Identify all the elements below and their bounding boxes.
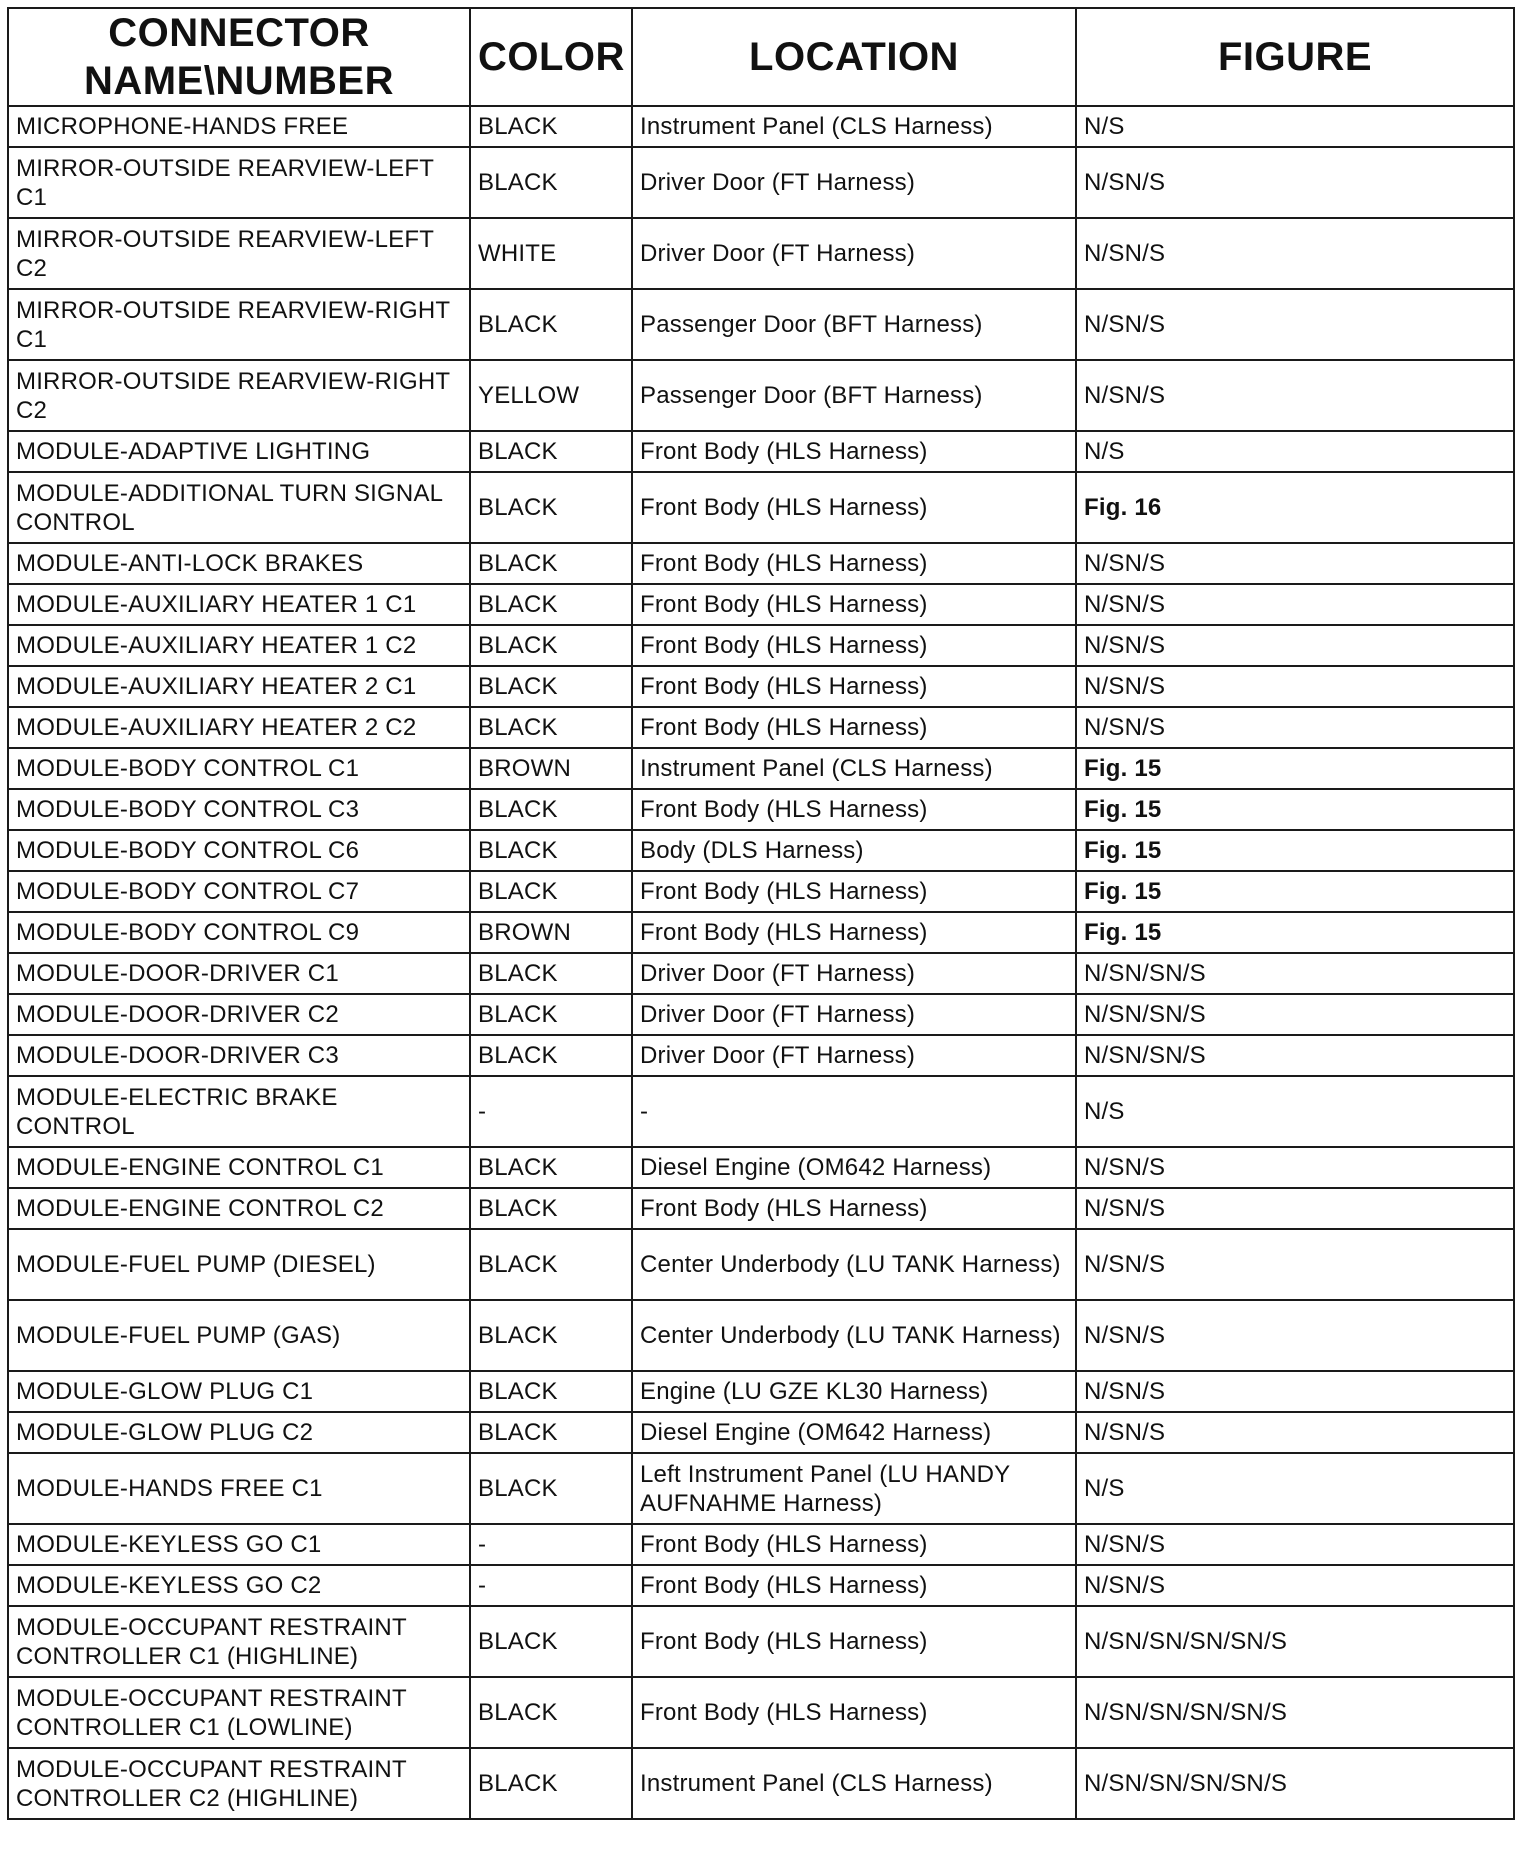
table-row bbox=[8, 1412, 1514, 1453]
table-row bbox=[8, 625, 1514, 666]
connector-name-cell: MODULE-BODY CONTROL C9 bbox=[8, 912, 470, 953]
figure-cell: N/SN/SN/SN/SN/S bbox=[1076, 1748, 1514, 1819]
color-cell: - bbox=[470, 1565, 632, 1606]
connector-name-cell: MODULE-HANDS FREE C1 bbox=[8, 1453, 470, 1524]
table-row bbox=[8, 1677, 1514, 1748]
table-row bbox=[8, 748, 1514, 789]
color-cell: BLACK bbox=[470, 1677, 632, 1748]
figure-cell: N/SN/S bbox=[1076, 1412, 1514, 1453]
color-cell: BLACK bbox=[470, 584, 632, 625]
connector-name-cell: MODULE-BODY CONTROL C7 bbox=[8, 871, 470, 912]
table-row bbox=[8, 543, 1514, 584]
connector-table bbox=[7, 7, 1515, 1820]
figure-cell: N/SN/S bbox=[1076, 1147, 1514, 1188]
figure-cell: N/SN/S bbox=[1076, 1229, 1514, 1300]
connector-name-cell: MODULE-GLOW PLUG C2 bbox=[8, 1412, 470, 1453]
connector-name-cell: MODULE-OCCUPANT RESTRAINT CONTROLLER C1 (HIGHLINE) bbox=[8, 1606, 470, 1677]
table-row bbox=[8, 912, 1514, 953]
connector-name-cell: MODULE-ELECTRIC BRAKE CONTROL bbox=[8, 1076, 470, 1147]
table-row bbox=[8, 789, 1514, 830]
table-row bbox=[8, 147, 1514, 218]
figure-cell: Fig. 15 bbox=[1076, 912, 1514, 953]
location-cell: Front Body (HLS Harness) bbox=[632, 584, 1076, 625]
table-row bbox=[8, 106, 1514, 147]
location-cell: Left Instrument Panel (LU HANDY AUFNAHME Harness) bbox=[632, 1453, 1076, 1524]
table-row bbox=[8, 1565, 1514, 1606]
figure-cell: N/SN/S bbox=[1076, 1188, 1514, 1229]
location-cell: Body (DLS Harness) bbox=[632, 830, 1076, 871]
color-cell: BLACK bbox=[470, 789, 632, 830]
color-cell: BLACK bbox=[470, 707, 632, 748]
figure-cell: N/SN/S bbox=[1076, 1524, 1514, 1565]
location-cell: Instrument Panel (CLS Harness) bbox=[632, 1748, 1076, 1819]
location-cell: Front Body (HLS Harness) bbox=[632, 431, 1076, 472]
figure-cell: N/SN/S bbox=[1076, 584, 1514, 625]
table-row bbox=[8, 1371, 1514, 1412]
color-cell: BLACK bbox=[470, 830, 632, 871]
color-cell: BLACK bbox=[470, 1035, 632, 1076]
location-cell: Passenger Door (BFT Harness) bbox=[632, 289, 1076, 360]
figure-cell: N/SN/S bbox=[1076, 289, 1514, 360]
location-cell: Diesel Engine (OM642 Harness) bbox=[632, 1147, 1076, 1188]
location-cell: Front Body (HLS Harness) bbox=[632, 1677, 1076, 1748]
header-figure: FIGURE bbox=[1076, 8, 1514, 106]
location-cell: Front Body (HLS Harness) bbox=[632, 666, 1076, 707]
figure-cell: N/SN/SN/S bbox=[1076, 953, 1514, 994]
figure-cell: N/SN/S bbox=[1076, 543, 1514, 584]
table-row bbox=[8, 707, 1514, 748]
location-cell: Front Body (HLS Harness) bbox=[632, 472, 1076, 543]
location-cell: Driver Door (FT Harness) bbox=[632, 953, 1076, 994]
color-cell: BLACK bbox=[470, 147, 632, 218]
location-cell: Front Body (HLS Harness) bbox=[632, 543, 1076, 584]
color-cell: BLACK bbox=[470, 1300, 632, 1371]
color-cell: BLACK bbox=[470, 994, 632, 1035]
color-cell: BLACK bbox=[470, 1147, 632, 1188]
color-cell: BLACK bbox=[470, 871, 632, 912]
color-cell: BLACK bbox=[470, 431, 632, 472]
connector-name-cell: MODULE-BODY CONTROL C6 bbox=[8, 830, 470, 871]
connector-name-cell: MODULE-BODY CONTROL C3 bbox=[8, 789, 470, 830]
location-cell: Instrument Panel (CLS Harness) bbox=[632, 106, 1076, 147]
table-row bbox=[8, 472, 1514, 543]
connector-name-cell: MODULE-ENGINE CONTROL C2 bbox=[8, 1188, 470, 1229]
figure-cell: Fig. 15 bbox=[1076, 748, 1514, 789]
connector-name-cell: MIRROR-OUTSIDE REARVIEW-LEFT C2 bbox=[8, 218, 470, 289]
location-cell: Front Body (HLS Harness) bbox=[632, 1565, 1076, 1606]
connector-name-cell: MODULE-AUXILIARY HEATER 2 C1 bbox=[8, 666, 470, 707]
connector-name-cell: MODULE-ANTI-LOCK BRAKES bbox=[8, 543, 470, 584]
figure-cell: N/SN/SN/S bbox=[1076, 1035, 1514, 1076]
location-cell: Instrument Panel (CLS Harness) bbox=[632, 748, 1076, 789]
location-cell: Front Body (HLS Harness) bbox=[632, 1524, 1076, 1565]
table-row bbox=[8, 584, 1514, 625]
table-row bbox=[8, 1748, 1514, 1819]
connector-name-cell: MODULE-AUXILIARY HEATER 2 C2 bbox=[8, 707, 470, 748]
figure-cell: N/SN/SN/SN/SN/S bbox=[1076, 1677, 1514, 1748]
connector-name-cell: MODULE-FUEL PUMP (GAS) bbox=[8, 1300, 470, 1371]
color-cell: BLACK bbox=[470, 625, 632, 666]
color-cell: BLACK bbox=[470, 1229, 632, 1300]
table-row bbox=[8, 953, 1514, 994]
connector-name-cell: MIRROR-OUTSIDE REARVIEW-RIGHT C2 bbox=[8, 360, 470, 431]
connector-name-cell: MODULE-ADDITIONAL TURN SIGNAL CONTROL bbox=[8, 472, 470, 543]
figure-cell: N/SN/S bbox=[1076, 707, 1514, 748]
location-cell: - bbox=[632, 1076, 1076, 1147]
location-cell: Engine (LU GZE KL30 Harness) bbox=[632, 1371, 1076, 1412]
table-row bbox=[8, 1300, 1514, 1371]
table-row bbox=[8, 1147, 1514, 1188]
location-cell: Front Body (HLS Harness) bbox=[632, 871, 1076, 912]
header-connector-name: CONNECTOR NAME\NUMBER bbox=[8, 8, 470, 106]
table-row bbox=[8, 1524, 1514, 1565]
location-cell: Front Body (HLS Harness) bbox=[632, 707, 1076, 748]
location-cell: Diesel Engine (OM642 Harness) bbox=[632, 1412, 1076, 1453]
connector-name-cell: MODULE-DOOR-DRIVER C3 bbox=[8, 1035, 470, 1076]
color-cell: BLACK bbox=[470, 543, 632, 584]
table-row bbox=[8, 1606, 1514, 1677]
color-cell: BLACK bbox=[470, 1606, 632, 1677]
header-color: COLOR bbox=[470, 8, 632, 106]
table-row bbox=[8, 1188, 1514, 1229]
table-header bbox=[8, 8, 1514, 106]
table-row bbox=[8, 218, 1514, 289]
figure-cell: Fig. 15 bbox=[1076, 789, 1514, 830]
connector-name-cell: MODULE-AUXILIARY HEATER 1 C2 bbox=[8, 625, 470, 666]
color-cell: BLACK bbox=[470, 1371, 632, 1412]
color-cell: BLACK bbox=[470, 472, 632, 543]
location-cell: Center Underbody (LU TANK Harness) bbox=[632, 1229, 1076, 1300]
color-cell: BLACK bbox=[470, 289, 632, 360]
location-cell: Front Body (HLS Harness) bbox=[632, 912, 1076, 953]
figure-cell: N/SN/S bbox=[1076, 1300, 1514, 1371]
connector-name-cell: MODULE-DOOR-DRIVER C1 bbox=[8, 953, 470, 994]
header-row bbox=[8, 8, 1514, 106]
figure-cell: Fig. 16 bbox=[1076, 472, 1514, 543]
color-cell: BROWN bbox=[470, 912, 632, 953]
table-row bbox=[8, 1229, 1514, 1300]
table-row bbox=[8, 1035, 1514, 1076]
location-cell: Front Body (HLS Harness) bbox=[632, 1606, 1076, 1677]
connector-name-cell: MODULE-ADAPTIVE LIGHTING bbox=[8, 431, 470, 472]
color-cell: BROWN bbox=[470, 748, 632, 789]
color-cell: - bbox=[470, 1076, 632, 1147]
connector-name-cell: MODULE-OCCUPANT RESTRAINT CONTROLLER C1 (LOWLINE) bbox=[8, 1677, 470, 1748]
figure-cell: N/S bbox=[1076, 1076, 1514, 1147]
connector-name-cell: MODULE-BODY CONTROL C1 bbox=[8, 748, 470, 789]
color-cell: BLACK bbox=[470, 1453, 632, 1524]
color-cell: BLACK bbox=[470, 1188, 632, 1229]
table-row bbox=[8, 1453, 1514, 1524]
table-row bbox=[8, 1076, 1514, 1147]
location-cell: Driver Door (FT Harness) bbox=[632, 1035, 1076, 1076]
figure-cell: N/SN/S bbox=[1076, 1371, 1514, 1412]
color-cell: BLACK bbox=[470, 1748, 632, 1819]
figure-cell: N/S bbox=[1076, 106, 1514, 147]
location-cell: Driver Door (FT Harness) bbox=[632, 147, 1076, 218]
table-row bbox=[8, 360, 1514, 431]
table-row bbox=[8, 871, 1514, 912]
location-cell: Center Underbody (LU TANK Harness) bbox=[632, 1300, 1076, 1371]
connector-name-cell: MODULE-FUEL PUMP (DIESEL) bbox=[8, 1229, 470, 1300]
connector-name-cell: MICROPHONE-HANDS FREE bbox=[8, 106, 470, 147]
table-row bbox=[8, 830, 1514, 871]
figure-cell: Fig. 15 bbox=[1076, 871, 1514, 912]
connector-name-cell: MIRROR-OUTSIDE REARVIEW-RIGHT C1 bbox=[8, 289, 470, 360]
connector-name-cell: MODULE-DOOR-DRIVER C2 bbox=[8, 994, 470, 1035]
connector-name-cell: MODULE-GLOW PLUG C1 bbox=[8, 1371, 470, 1412]
color-cell: WHITE bbox=[470, 218, 632, 289]
figure-cell: N/SN/SN/S bbox=[1076, 994, 1514, 1035]
figure-cell: N/SN/S bbox=[1076, 666, 1514, 707]
color-cell: - bbox=[470, 1524, 632, 1565]
color-cell: YELLOW bbox=[470, 360, 632, 431]
figure-cell: N/SN/S bbox=[1076, 147, 1514, 218]
figure-cell: N/S bbox=[1076, 1453, 1514, 1524]
location-cell: Driver Door (FT Harness) bbox=[632, 218, 1076, 289]
location-cell: Front Body (HLS Harness) bbox=[632, 789, 1076, 830]
figure-cell: Fig. 15 bbox=[1076, 830, 1514, 871]
connector-name-cell: MIRROR-OUTSIDE REARVIEW-LEFT C1 bbox=[8, 147, 470, 218]
table-row bbox=[8, 431, 1514, 472]
figure-cell: N/SN/S bbox=[1076, 218, 1514, 289]
location-cell: Front Body (HLS Harness) bbox=[632, 625, 1076, 666]
figure-cell: N/SN/S bbox=[1076, 360, 1514, 431]
location-cell: Front Body (HLS Harness) bbox=[632, 1188, 1076, 1229]
figure-cell: N/SN/SN/SN/SN/S bbox=[1076, 1606, 1514, 1677]
location-cell: Driver Door (FT Harness) bbox=[632, 994, 1076, 1035]
table-body bbox=[8, 106, 1514, 1819]
color-cell: BLACK bbox=[470, 1412, 632, 1453]
figure-cell: N/SN/S bbox=[1076, 625, 1514, 666]
connector-name-cell: MODULE-OCCUPANT RESTRAINT CONTROLLER C2 (HIGHLINE) bbox=[8, 1748, 470, 1819]
connector-name-cell: MODULE-ENGINE CONTROL C1 bbox=[8, 1147, 470, 1188]
header-location: LOCATION bbox=[632, 8, 1076, 106]
table-row bbox=[8, 994, 1514, 1035]
table-row bbox=[8, 666, 1514, 707]
color-cell: BLACK bbox=[470, 106, 632, 147]
connector-name-cell: MODULE-AUXILIARY HEATER 1 C1 bbox=[8, 584, 470, 625]
location-cell: Passenger Door (BFT Harness) bbox=[632, 360, 1076, 431]
figure-cell: N/S bbox=[1076, 431, 1514, 472]
table-row bbox=[8, 289, 1514, 360]
color-cell: BLACK bbox=[470, 953, 632, 994]
color-cell: BLACK bbox=[470, 666, 632, 707]
connector-name-cell: MODULE-KEYLESS GO C2 bbox=[8, 1565, 470, 1606]
figure-cell: N/SN/S bbox=[1076, 1565, 1514, 1606]
connector-name-cell: MODULE-KEYLESS GO C1 bbox=[8, 1524, 470, 1565]
